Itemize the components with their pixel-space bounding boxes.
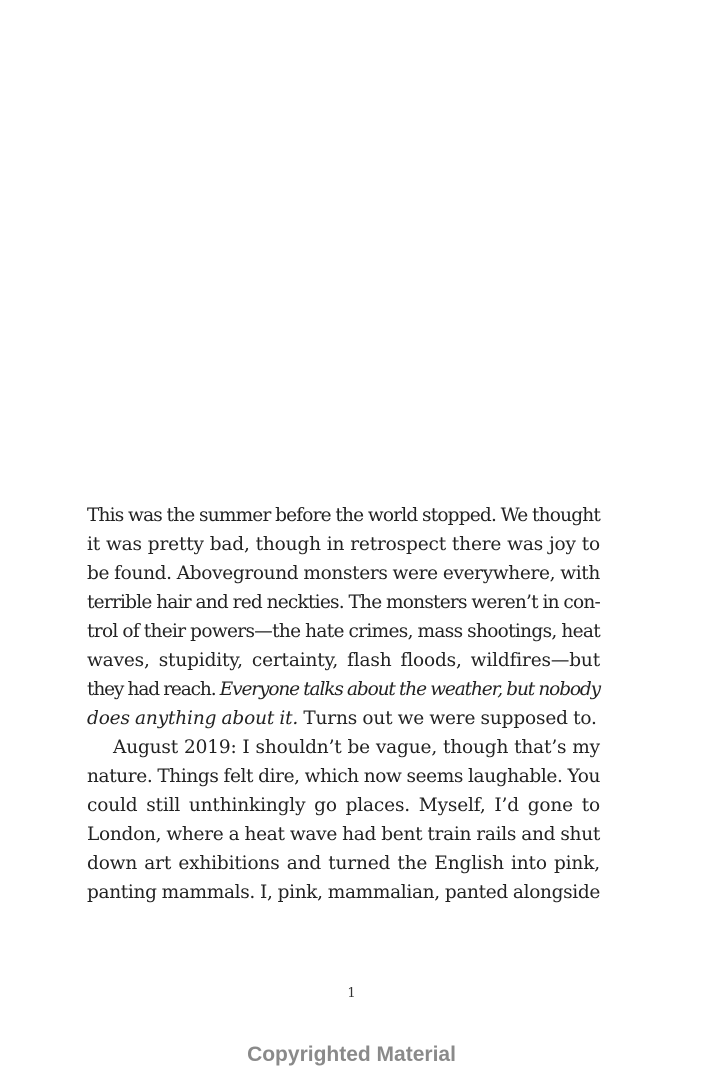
text-line — [87, 704, 600, 733]
text-run: trol of their powers—the hate crimes, mass shootings, heat — [87, 621, 600, 642]
text-line — [87, 675, 600, 704]
paragraph — [87, 733, 600, 907]
paragraph — [87, 501, 600, 733]
text-line — [87, 820, 600, 849]
text-line — [87, 878, 600, 907]
text-line — [87, 791, 600, 820]
text-run: be found. Aboveground monsters were everywhere, with — [87, 563, 600, 584]
copyright-notice: Copyrighted Material — [247, 1043, 456, 1066]
italic-text: does anything about it. — [87, 708, 299, 729]
page-number: 1 — [347, 986, 356, 1001]
text-line — [87, 849, 600, 878]
text-line — [87, 733, 600, 762]
text-run: could still unthinkingly go places. Myself, I’d gone to — [87, 795, 600, 816]
text-line — [87, 559, 600, 588]
text-run: it was pretty bad, though in retrospect there was joy to — [87, 534, 600, 555]
text-line — [87, 501, 600, 530]
text-run: they had reach. — [87, 679, 220, 700]
text-line — [87, 646, 600, 675]
text-run: London, where a heat wave had bent train rails and shut — [87, 824, 600, 845]
text-line — [87, 762, 600, 791]
text-line — [87, 617, 600, 646]
text-run: August 2019: I shouldn’t be vague, though that’s my — [113, 737, 600, 758]
body-text — [87, 501, 600, 907]
text-line — [87, 588, 600, 617]
text-run: waves, stupidity, certainty, flash floods, wildfires—but — [87, 650, 600, 671]
text-run: down art exhibitions and turned the English into pink, — [87, 853, 600, 874]
text-run: terrible hair and red neckties. The monsters weren’t in con- — [87, 592, 600, 613]
text-run: panting mammals. I, pink, mammalian, panted alongside — [87, 882, 600, 903]
text-run: This was the summer before the world stopped. We thought — [87, 505, 600, 526]
text-run: Turns out we were supposed to. — [298, 708, 597, 729]
text-line — [87, 530, 600, 559]
italic-text: Everyone talks about the weather, but nobody — [219, 679, 600, 700]
text-run: nature. Things felt dire, which now seems laughable. You — [87, 766, 600, 787]
